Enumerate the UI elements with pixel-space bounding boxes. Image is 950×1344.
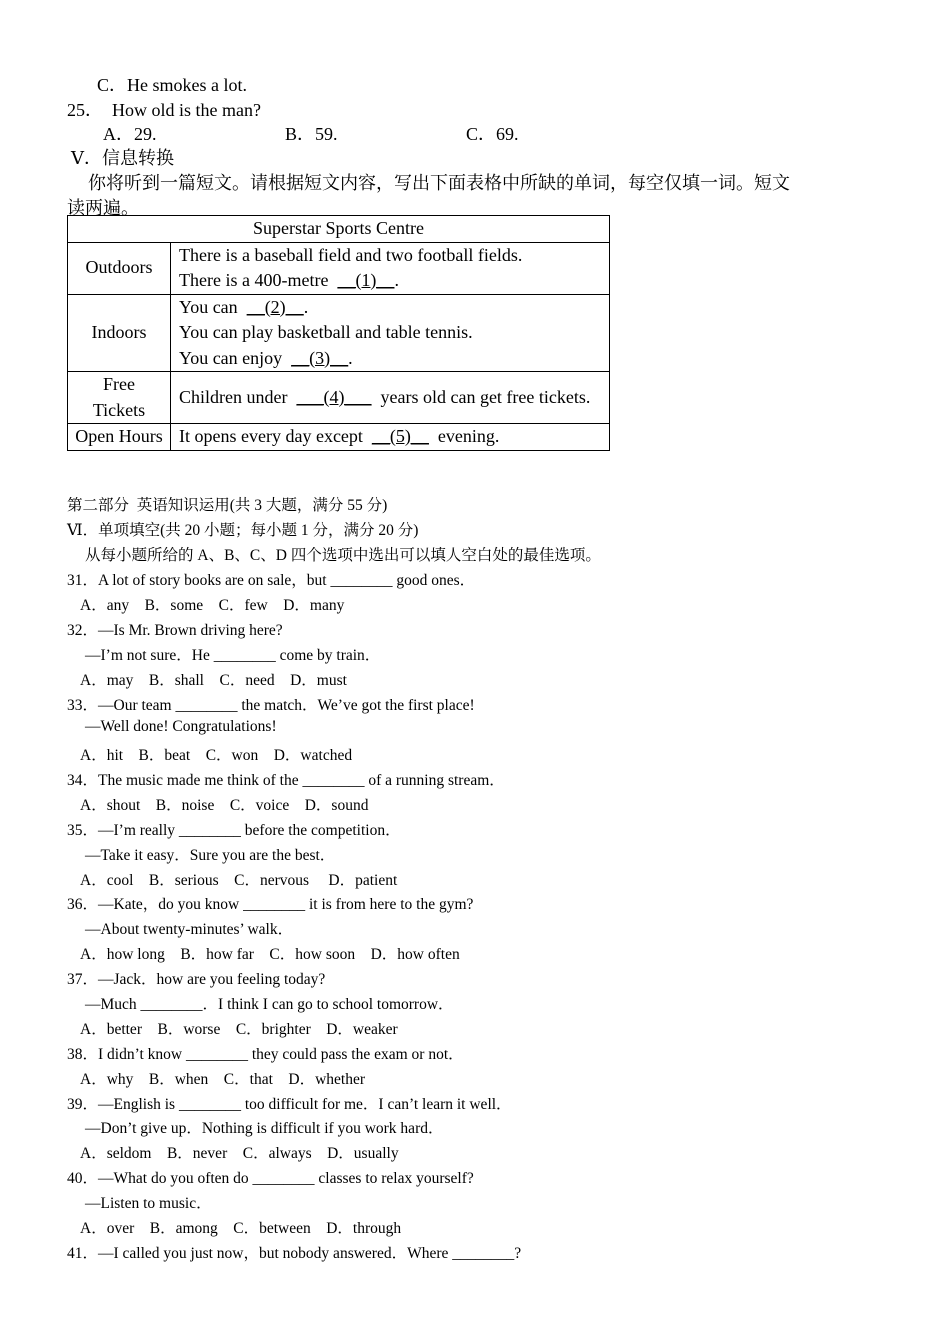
table-row-indoors [68, 294, 610, 372]
q31-options: A．any B．some C．few D．many [80, 597, 345, 614]
q35-options: A．cool B．serious C．nervous D．patient [80, 872, 398, 889]
q25-option-b: B．59. [285, 124, 338, 144]
q25-option-a: A．29. [103, 124, 157, 144]
q33-options: A．hit B．beat C．won D．watched [80, 747, 353, 764]
part2-heading: 第二部分 英语知识运用(共 3 大题，满分 55 分) [67, 497, 388, 514]
indoors-cell [171, 294, 610, 372]
table-row-outdoors [68, 242, 610, 294]
q25-option-c: C．69. [466, 124, 519, 144]
table-title: Superstar Sports Centre [68, 216, 610, 243]
q33-stem: 33．—Our team ________ the match．We’ve got the first place! [67, 697, 475, 714]
outdoors-line1: There is a baseball field and two football fields. [179, 244, 523, 265]
section5-instruction-line1: 你将听到一篇短文。请根据短文内容，写出下面表格中所缺的单词，每空仅填一词。短文 [88, 173, 790, 193]
q32-options: A．may B．shall C．need D．must [80, 672, 347, 689]
q31-stem: 31．A lot of story books are on sale，but ________ good ones． [67, 572, 476, 589]
q38-stem: 38．I didn’t know ________ they could pass the exam or not． [67, 1046, 464, 1063]
q33-reply: —Well done! Congratulations! [85, 718, 277, 735]
section5-heading: Ⅴ．信息转换 [71, 148, 174, 168]
q37-options: A．better B．worse C．brighter D．weaker [80, 1021, 398, 1038]
blank-2: __(2)__ [246, 296, 304, 317]
hours-label: Open Hours [68, 424, 171, 451]
q32-stem: 32．—Is Mr. Brown driving here? [67, 622, 283, 639]
indoors-line1: You can __(2)__. [179, 296, 309, 317]
outdoors-line2: There is a 400-metre __(1)__. [179, 270, 399, 290]
section6-heading: Ⅵ．单项填空(共 20 小题；每小题 1 分，满分 20 分) [67, 522, 419, 539]
q41-stem: 41．—I called you just now，but nobody answered．Where ________? [67, 1245, 522, 1262]
table-row-tickets [68, 372, 610, 424]
blank-3: __(3)__ [291, 347, 349, 368]
q36-stem: 36．—Kate，do you know ________ it is from here to the gym? [67, 896, 474, 913]
indoors-line2: You can play basketball and table tennis. [179, 322, 473, 342]
section5-instruction-line2: 读两遍。 [67, 198, 139, 218]
blank-4: ___(4)___ [296, 386, 372, 407]
q25-question: 25． How old is the man? [67, 100, 261, 120]
blank-1: __(1)__ [337, 270, 395, 290]
q39-options: A．seldom B．never C．always D．usually [80, 1145, 399, 1162]
q38-options: A．why B．when C．that D．whether [80, 1071, 365, 1088]
q39-reply: —Don’t give up．Nothing is difficult if you work hard． [85, 1120, 444, 1137]
outdoors-cell [171, 242, 610, 294]
table-row-hours [68, 424, 610, 451]
outdoors-label: Outdoors [68, 242, 171, 294]
q37-reply: —Much ________．I think I can go to school tomorrow． [85, 996, 454, 1013]
q24-option-c: C．He smokes a lot. [97, 75, 247, 95]
q32-reply: —I’m not sure．He ________ come by train． [85, 647, 381, 664]
q37-stem: 37．—Jack．how are you feeling today? [67, 971, 326, 988]
q40-reply: —Listen to music． [85, 1195, 212, 1212]
q36-options: A．how long B．how far C．how soon D．how often [80, 946, 460, 963]
info-table [67, 215, 610, 451]
indoors-line3: You can enjoy __(3)__. [179, 347, 353, 368]
q35-reply: —Take it easy．Sure you are the best． [85, 847, 336, 864]
q40-stem: 40．—What do you often do ________ classes to relax yourself? [67, 1170, 474, 1187]
blank-5: __(5)__ [371, 426, 429, 446]
indoors-label: Indoors [68, 294, 171, 372]
q39-stem: 39．—English is ________ too difficult for me．I can’t learn it well． [67, 1096, 512, 1113]
q36-reply: —About twenty-minutes’ walk． [85, 921, 294, 938]
tickets-cell: Children under ___(4)___ years old can get free tickets. [171, 372, 610, 424]
q34-stem: 34．The music made me think of the ________ of a running stream． [67, 772, 505, 789]
hours-cell: It opens every day except __(5)__ evening. [171, 424, 610, 451]
q34-options: A．shout B．noise C．voice D．sound [80, 797, 369, 814]
tickets-label: Free Tickets [68, 372, 171, 424]
q40-options: A．over B．among C．between D．through [80, 1220, 402, 1237]
q35-stem: 35．—I’m really ________ before the competition． [67, 822, 401, 839]
section6-instruction: 从每小题所给的 A、B、C、D 四个选项中选出可以填人空白处的最佳选项。 [85, 547, 601, 564]
